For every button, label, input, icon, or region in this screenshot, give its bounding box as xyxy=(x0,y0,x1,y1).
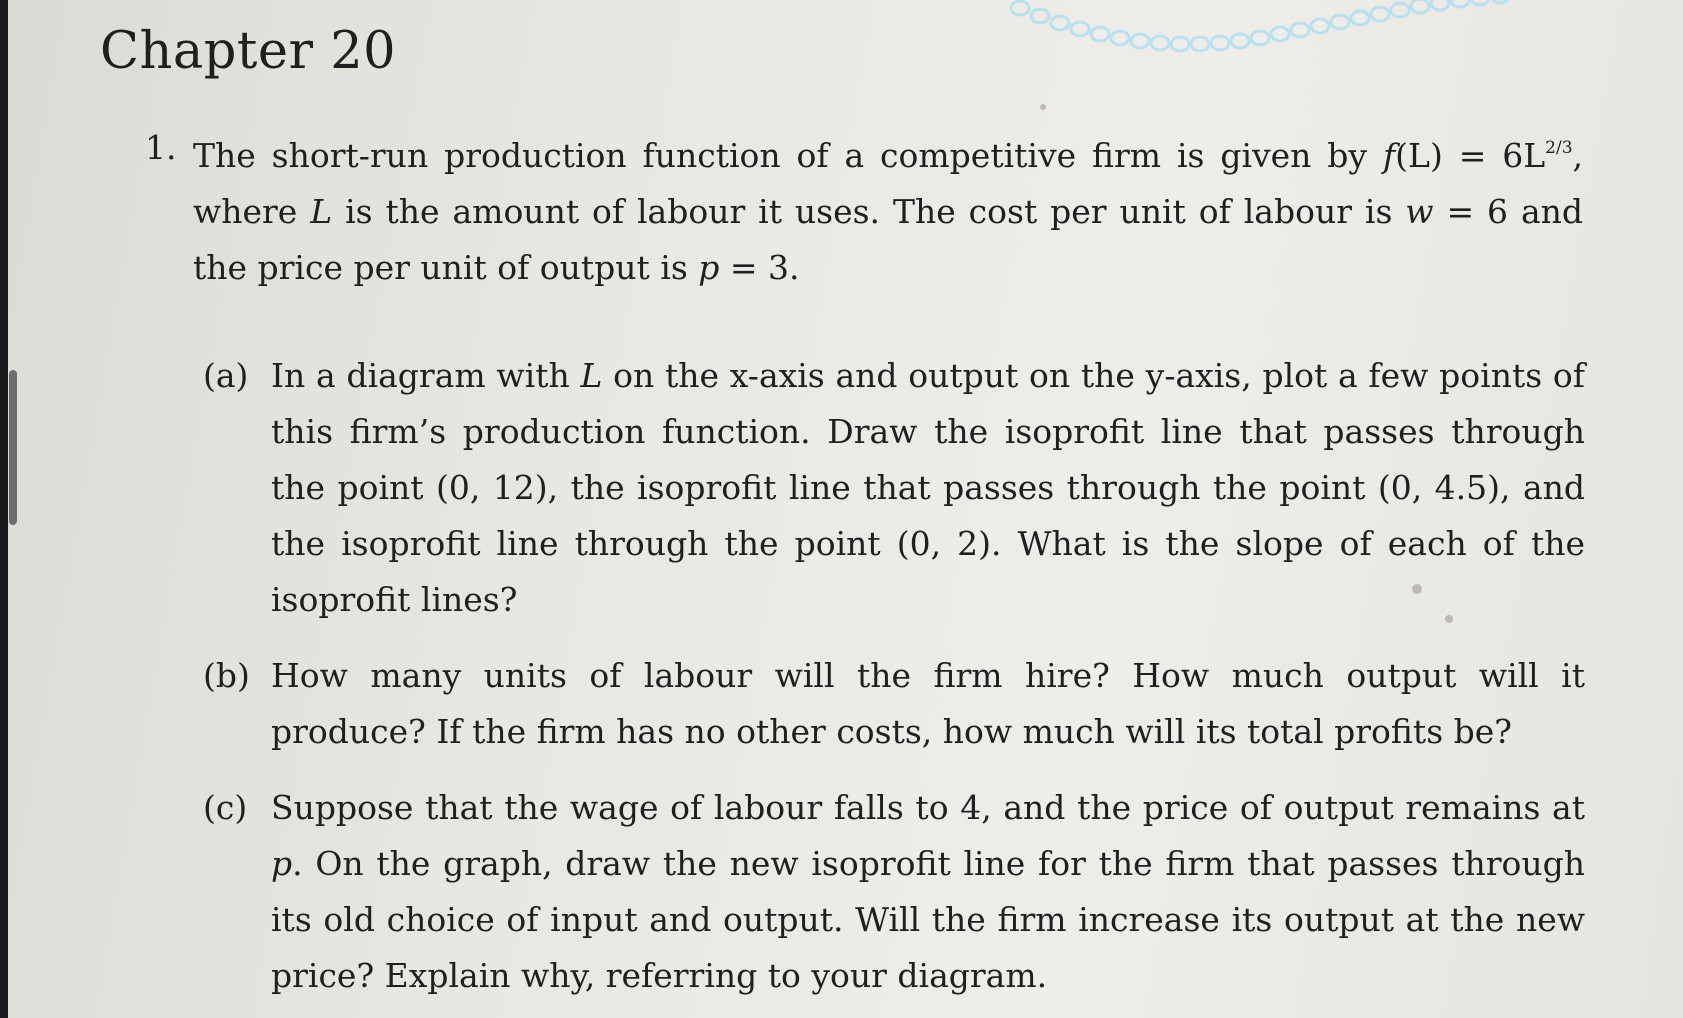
part-b-text: How many units of labour will the firm hire? How much output will it produce? If the firm has no other costs, how much will its total profits be? xyxy=(271,656,1585,751)
question-number: 1. xyxy=(145,128,177,167)
chapter-title: Chapter 20 xyxy=(100,22,397,81)
part-a-label: (a) xyxy=(203,356,249,395)
screen-bezel xyxy=(0,0,8,1018)
part-c-text: Suppose that the wage of labour falls to 4, and the price of output remains at p. On the graph, draw the new isoprofit line for the firm that passes through its old choice of input and output. Will the firm increase its output at the new price? Explain why, referring to your diagram. xyxy=(271,788,1585,995)
screen-glare-decoration xyxy=(1000,0,1540,70)
dust-speck xyxy=(1040,104,1046,110)
part-b xyxy=(203,648,1585,760)
part-c-label: (c) xyxy=(203,788,248,827)
part-a-text: In a diagram with L on the x-axis and output on the y-axis, plot a few points of this firm’s production function. Draw the isoprofit line that passes through the point (0, 12), the isoprofit line that passes through the point (0, 4.5), and the isoprofit line through the point (0, 2). What is the slope of each of the isoprofit lines? xyxy=(271,356,1585,619)
scrollbar[interactable] xyxy=(9,370,17,525)
sub-questions xyxy=(145,348,1585,1004)
part-b-label: (b) xyxy=(203,656,250,695)
part-c xyxy=(203,780,1585,1004)
part-a xyxy=(203,348,1585,628)
question-text: The short-run production function of a competitive firm is given by $f(L) = 6L^{2/3}$, where L is the amount of labour it uses. The cost per unit of labour is w = 6 and the price per unit of output is p = 3. xyxy=(193,136,1584,287)
